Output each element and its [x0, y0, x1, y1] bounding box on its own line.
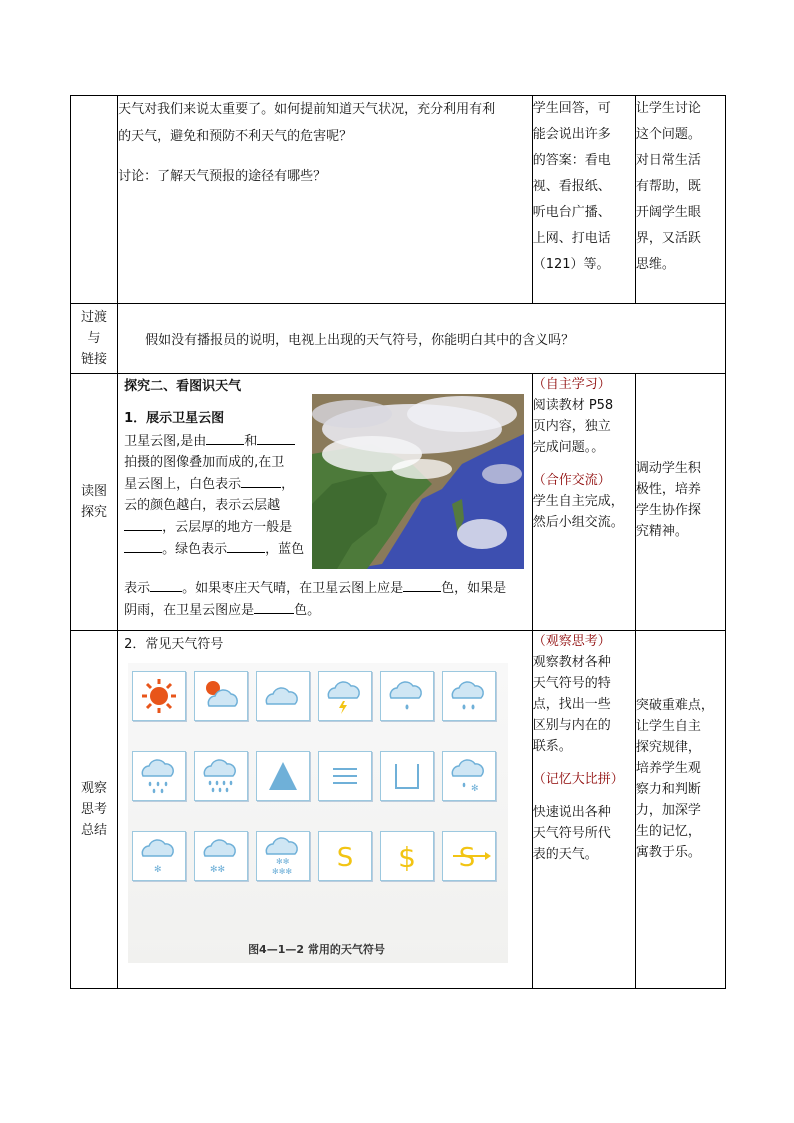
blank[interactable] [227, 538, 265, 553]
purpose-line: 有帮助，既 [635, 179, 701, 194]
row-intro-label [71, 96, 118, 304]
blank[interactable] [241, 473, 281, 488]
symbols-purpose-cell: 突破重难点， 让学生自主 探究规律， 培养学生观 察力和判断 力，加深学 生的记忆， 寓教于乐。 [635, 631, 725, 989]
blank[interactable] [254, 599, 294, 614]
satellite-cloud-image [312, 394, 524, 569]
blank[interactable] [150, 577, 182, 592]
tag-cooperation: （合作交流） [532, 473, 611, 488]
purpose-line: 这个问题。 [635, 127, 701, 142]
intro-text-cell [118, 96, 533, 304]
student-line: 的答案：看电 [532, 153, 611, 168]
intro-line2: 的天气，避免和预防不利天气的危害呢？ [118, 129, 353, 144]
blank[interactable] [124, 516, 162, 531]
cloudy-icon [256, 671, 310, 721]
satellite-cloud-svg [312, 394, 524, 569]
heavy-snow-icon [256, 831, 310, 881]
moderate-rain-icon [442, 671, 496, 721]
row-read-map [71, 374, 726, 631]
satellite-subtitle: 1．展示卫星云图 [124, 411, 225, 426]
read-map-content: 探究二、看图识天气 1．展示卫星云图 卫星云图,是由 和 拍摄的图像叠加而成的,在卫 星云图上，白色表示 ， 云的颜色越白，表示云层越 ，云层厚的地方一般是 。绿色表示 ，蓝色 表示 。如果枣庄天气晴，在卫星云图上应是 色，如果是 阴雨，在卫星云图应是 色。 [118, 374, 533, 631]
svg-text:S: S [336, 843, 354, 873]
sleet-icon [442, 751, 496, 801]
thunderstorm-icon [318, 671, 372, 721]
svg-text:✻✻: ✻✻ [276, 857, 290, 866]
transition-text-cell [118, 304, 726, 374]
svg-text:✻✻: ✻✻ [210, 865, 226, 875]
strong-sandstorm-icon [442, 831, 496, 881]
symbols-subtitle: 2．常见天气符号 [124, 637, 224, 652]
svg-text:✻✻✻: ✻✻✻ [272, 867, 293, 876]
symbols-content [118, 631, 533, 989]
student-line: 学生回答，可 [532, 101, 611, 116]
student-line: 能会说出许多 [532, 127, 611, 142]
student-line: 视、看报纸、 [532, 179, 611, 194]
student-line: 上网、打电话 [532, 231, 611, 246]
transition-text: 假如没有播报员的说明，电视上出现的天气符号，你能明白其中的含义吗？ [145, 333, 575, 348]
discuss-text: 讨论：了解天气预报的途径有哪些？ [118, 169, 327, 184]
sandstorm-icon [380, 751, 434, 801]
section-title: 探究二、看图识天气 [124, 379, 242, 394]
svg-text:✻: ✻ [471, 784, 479, 794]
row-transition [71, 304, 726, 374]
fog-icon [318, 751, 372, 801]
lesson-table [70, 95, 726, 989]
blank[interactable] [124, 538, 162, 553]
row-symbols [71, 631, 726, 989]
svg-text:$: $ [398, 841, 416, 874]
symbols-label: 观察 思考 总结 [71, 631, 118, 989]
svg-text:S: S [458, 843, 476, 873]
purpose-line: 开阔学生眼 [635, 205, 701, 220]
floating-dust-icon [318, 831, 372, 881]
svg-text:✻: ✻ [154, 865, 162, 875]
figure-caption: 图4—1—2 常用的天气符号 [248, 943, 385, 956]
blowing-sand-icon [380, 831, 434, 881]
light-snow-icon [132, 831, 186, 881]
purpose-line: 思维。 [635, 257, 675, 272]
purpose-line: 让学生讨论 [635, 101, 701, 116]
partly-cloudy-icon [194, 671, 248, 721]
row-intro [71, 96, 726, 304]
read-map-label: 读图 探究 [71, 374, 118, 631]
heavy-rain-icon [132, 751, 186, 801]
student-line: （121）等。 [532, 257, 610, 272]
sunny-icon [132, 671, 186, 721]
blank[interactable] [403, 577, 441, 592]
transition-label: 过渡 与 链接 [71, 304, 118, 374]
rainstorm-icon [194, 751, 248, 801]
blank[interactable] [206, 430, 244, 445]
student-line: 听电台广播、 [532, 205, 611, 220]
intro-line1: 天气对我们来说太重要了。如何提前知道天气状况，充分利用有利 [118, 102, 496, 117]
weather-symbols-figure [128, 663, 508, 963]
read-map-student-cell: （自主学习） 阅读教材 P58 页内容，独立 完成问题。。 （合作交流） 学生自主完成， 然后小组交流。 [532, 374, 635, 631]
read-map-purpose-cell: 调动学生积 极性，培养 学生协作探 究精神。 [635, 374, 725, 631]
moderate-snow-icon [194, 831, 248, 881]
purpose-line: 界，又活跃 [635, 231, 701, 246]
symbols-student-cell: （观察思考） 观察教材各种 天气符号的特 点，找出一些 区别与内在的 联系。 （记忆大比拼） 快速说出各种 天气符号所代 表的天气。 [532, 631, 635, 989]
blank[interactable] [257, 430, 295, 445]
intro-student-cell [532, 96, 635, 304]
hail-icon [256, 751, 310, 801]
tag-self-study: （自主学习） [532, 377, 611, 392]
intro-purpose-cell [635, 96, 725, 304]
purpose-line: 对日常生活 [635, 153, 701, 168]
tag-observe: （观察思考） [532, 634, 611, 649]
light-rain-icon [380, 671, 434, 721]
tag-memory-contest: （记忆大比拼） [532, 772, 624, 787]
